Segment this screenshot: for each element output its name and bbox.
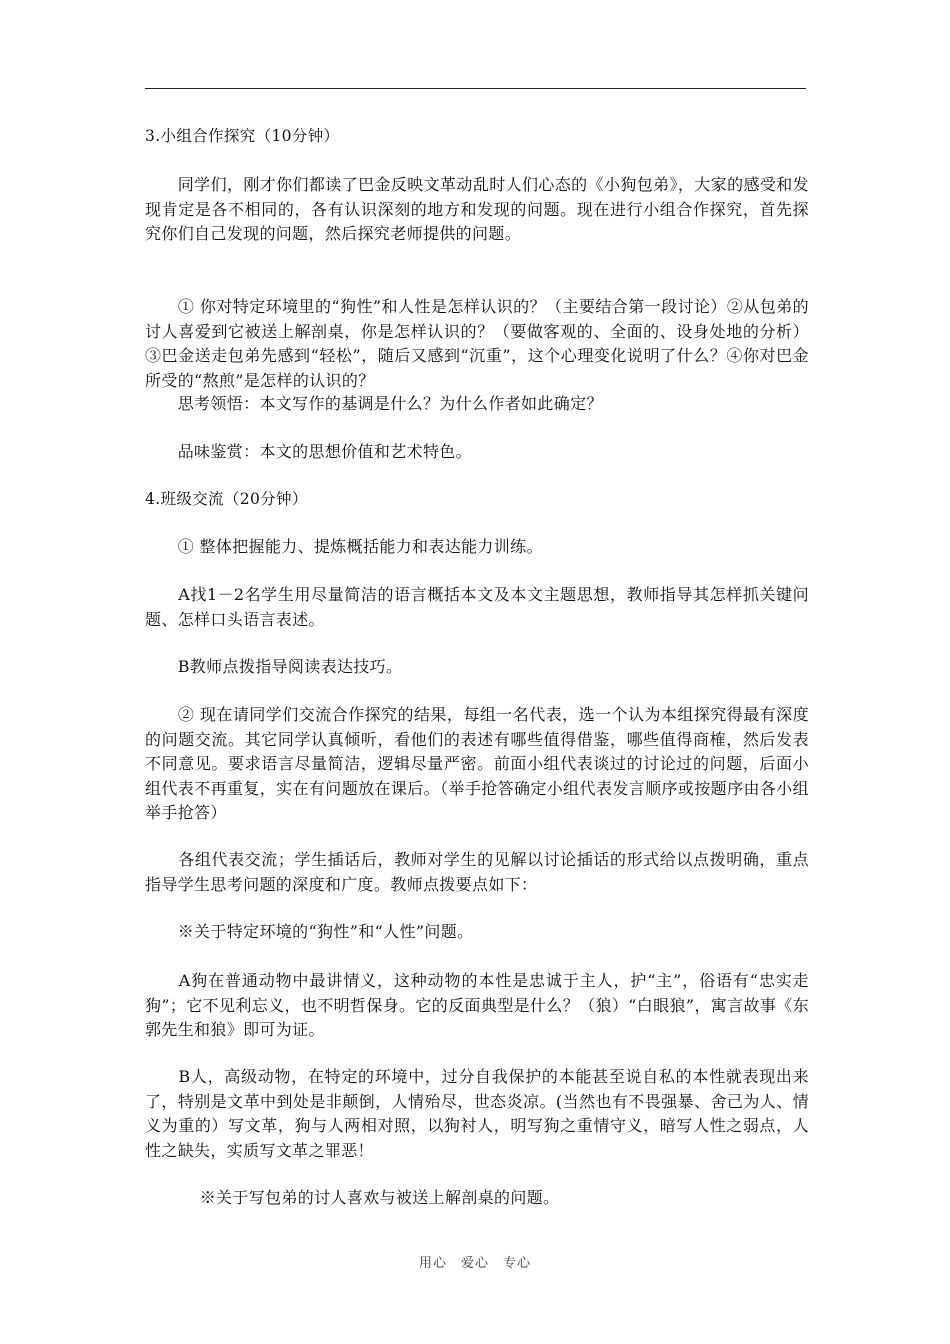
header-rule xyxy=(145,88,806,89)
section-4-heading: 4.班级交流（20分钟） xyxy=(145,490,308,508)
note-dog-human-paragraph: ※关于特定环境的“狗性”和“人性”问题。 xyxy=(145,922,474,941)
exchange-paragraph: ② 现在请同学们交流合作探究的结果，每组一名代表，选一个认为本组探究得最有深度的问题交流。其它同学认真倾听，看他们的表述有哪些值得借鉴，哪些值得商榷，然后发表不同意见。要求语言尽量简洁，逻辑尽量严密。前面小组代表谈过的讨论过的问题，后面小组代表不再重复，实在有问题放在课后。（举手抢答确定小组代表发言顺序或按题序由各小组举手抢答） xyxy=(145,705,809,822)
representatives-paragraph: 各组代表交流；学生插话后，教师对学生的见解以讨论插话的形式给以点拨明确，重点指导学生思考问题的深度和广度。教师点拨要点如下： xyxy=(145,850,809,894)
note-baodi-paragraph: ※关于写包弟的讨人喜欢与被送上解剖桌的问题。 xyxy=(167,1188,560,1207)
dog-nature-paragraph: A狗在普通动物中最讲情义，这种动物的本性是忠诚于主人，护“主”，俗语有“忠实走狗”；它不见利忘义，也不明哲保身。它的反面典型是什么？（狼）“白眼狼”，寓言故事《东郭先生和狼》即可为证。 xyxy=(145,971,809,1039)
human-nature-paragraph: B人，高级动物，在特定的环境中，过分自我保护的本能甚至说自私的本性就表现出来了，特别是文革中到处是非颠倒，人情殆尽，世态炎凉。(当然也有不畏强暴、舍己为人、情义为重的）写文革，狗与人两相对照，以狗衬人，明写狗之重情守义，暗写人性之弱点，人性之缺失，实质写文革之罪恶！ xyxy=(145,1067,809,1160)
page-footer: 用心 爱心 专心 xyxy=(418,1256,531,1271)
task-b-paragraph: B教师点拨指导阅读表达技巧。 xyxy=(145,657,403,676)
appreciation-paragraph: 品味鉴赏：本文的思想价值和艺术特色。 xyxy=(145,442,473,461)
ability-paragraph: ① 整体把握能力、提炼概括能力和表达能力训练。 xyxy=(145,537,543,556)
section-3-heading: 3.小组合作探究（10分钟） xyxy=(145,127,340,145)
task-a-paragraph: A找1－2名学生用尽量简洁的语言概括本文及本文主题思想，教师指导其怎样抓关键问题、怎样口头语言表述。 xyxy=(145,585,809,629)
reflection-paragraph: 思考领悟：本文写作的基调是什么？为什么作者如此确定？ xyxy=(145,394,603,413)
intro-paragraph: 同学们，刚才你们都读了巴金反映文革动乱时人们心态的《小狗包弟》，大家的感受和发现肯定是各不相同的，各有认识深刻的地方和发现的问题。现在进行小组合作探究，首先探究你们自己发现的问题，然后探究老师提供的问题。 xyxy=(145,175,809,243)
questions-paragraph: ① 你对特定环境里的“狗性”和人性是怎样认识的？（主要结合第一段讨论）②从包弟的讨人喜爱到它被送上解剖桌，你是怎样认识的？（要做客观的、全面的、设身处地的分析）③巴金送走包弟先感到“轻松”，随后又感到“沉重”，这个心理变化说明了什么？④你对巴金所受的“熬煎”是怎样的认识的？ xyxy=(145,297,809,390)
